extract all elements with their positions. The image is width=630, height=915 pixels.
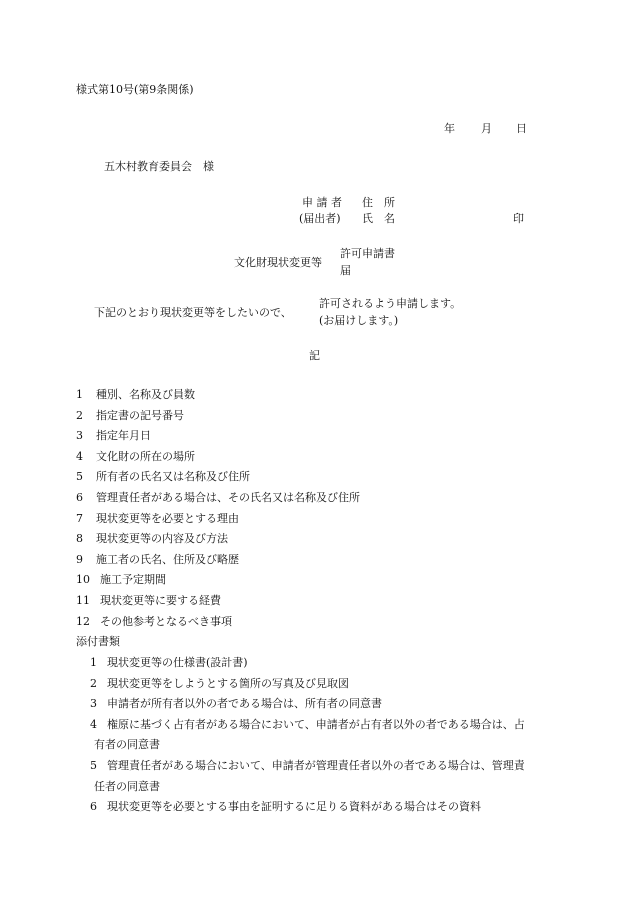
attachment-item: 1 現状変更等の仕様書(設計書) [90,656,248,669]
list-item: 9 施工者の氏名、住所及び略歴 [76,553,239,566]
list-item: 10 施工予定期間 [76,573,166,586]
address-label: 住 所 [362,196,395,209]
applicant-role: 申 請 者 [302,196,342,209]
statement-option-application: 許可されるよう申請します。 [319,297,462,310]
attachment-item: 5 管理責任者がある場合において、申請者が管理責任者以外の者である場合は、管理責 [90,759,525,772]
list-item: 12 その他参考となるべき事項 [76,615,232,628]
list-item: 8 現状変更等の内容及び方法 [76,532,228,545]
attachment-item: 6 現状変更等を必要とする事由を証明するに足りる資料がある場合はその資料 [90,800,481,813]
form-title-main: 文化財現状変更等 [234,256,322,269]
list-item: 3 指定年月日 [76,429,151,442]
list-item: 5 所有者の氏名又は名称及び住所 [76,470,250,483]
date-day-label: 日 [516,122,527,135]
form-label: 様式第10号(第9条関係) [76,83,194,96]
name-label: 氏 名 [362,212,395,225]
list-item: 2 指定書の記号番号 [76,409,184,422]
attachment-item-continuation: 任者の同意書 [94,780,160,793]
attachments-heading: 添付書類 [76,635,120,648]
form-title-option-application: 許可申請書 [340,247,395,260]
list-item: 4 文化財の所在の場所 [76,450,195,463]
attachment-item: 2 現状変更等をしようとする箇所の写真及び見取図 [90,677,349,690]
date-month-label: 月 [481,122,492,135]
addressee: 五木村教育委員会 様 [104,160,214,173]
list-item: 1 種別、名称及び員数 [76,388,195,401]
statement-option-notification: (お届けします。) [319,314,399,327]
list-item: 7 現状変更等を必要とする理由 [76,512,239,525]
list-item: 6 管理責任者がある場合は、その氏名又は名称及び住所 [76,491,360,504]
ki-heading: 記 [309,349,320,362]
list-item: 11 現状変更等に要する経費 [76,594,221,607]
date-year-label: 年 [444,122,455,135]
attachment-item: 3 申請者が所有者以外の者である場合は、所有者の同意書 [90,697,382,710]
attachment-item-continuation: 有者の同意書 [94,738,160,751]
statement-main: 下記のとおり現状変更等をしたいので、 [94,306,292,319]
applicant-role-alt: (届出者) [299,212,341,225]
attachment-item: 4 権原に基づく占有者がある場合において、申請者が占有者以外の者である場合は、占 [90,718,525,731]
seal-mark: 印 [513,212,524,225]
form-title-option-notification: 届 [340,264,351,277]
